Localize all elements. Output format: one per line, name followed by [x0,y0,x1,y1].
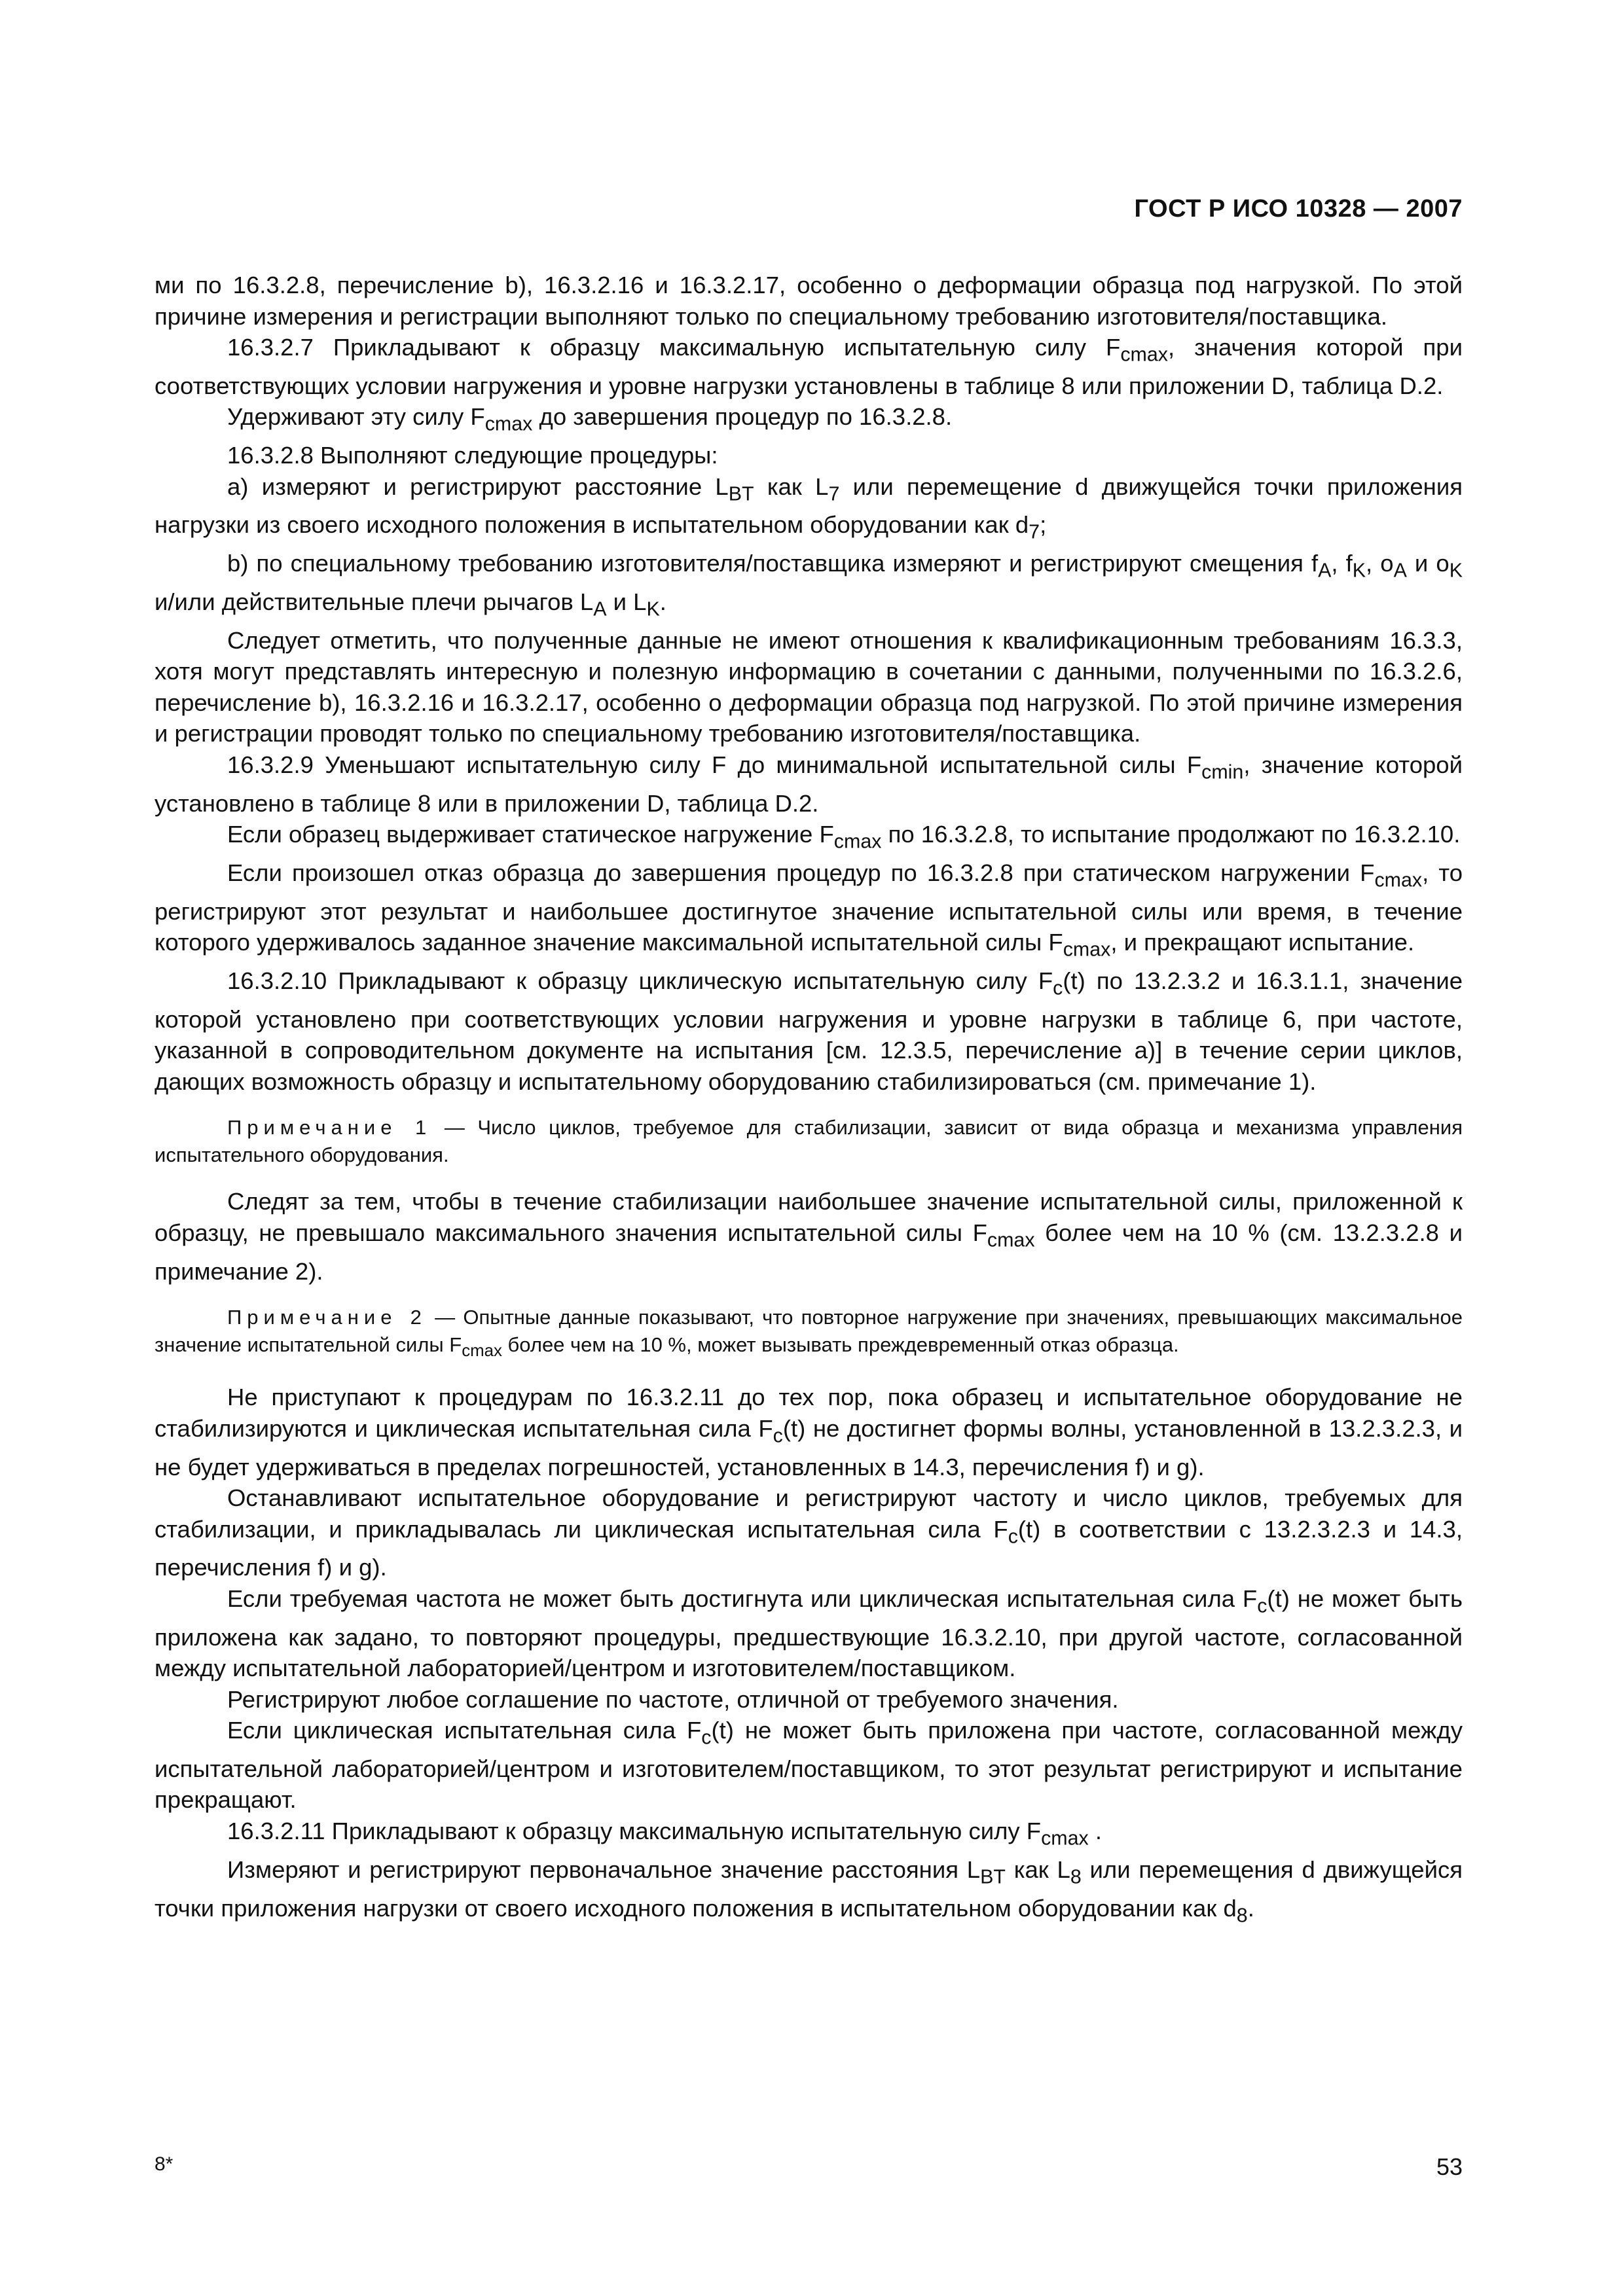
paragraph: Следят за тем, чтобы в течение стабилизации наибольшее значение испытательной силы, приложенной к образцу, не превышало максимального значения испытательной силы $F_{cmax}$ более чем на 10 % (см. 13.2.3.2.8 и примечание 2). [155,1188,1463,1285]
paragraph: Если требуемая частота не может быть достигнута или циклическая испытательная сила $F_c(t)$ не может быть приложена как задано, то повторяют процедуры, предшествующие 16.3.2.10, при другой частоте, согласованной между испытательной лабораторией/центром и изготовителем/поставщиком. [155,1585,1463,1682]
paragraph: Если произошел отказ образца до завершения процедур по 16.3.2.8 при статическом нагружении $F_{cmax}$, то регистрируют этот результат и наибольшее достигнутое значение испытательной силы или время, в течение которого удерживалось заданное значение максимальной испытательной силы $F_{cmax}$, и прекращают испытание. [155,859,1463,961]
list-item: a) измеряют и регистрируют расстояние $L_{BT}$ как $L_7$ или перемещение d движущейся точки приложения нагрузки из своего исходного положения в испытательном оборудовании как $d_7$; [155,473,1463,543]
paragraph: 16.3.2.9 Уменьшают испытательную силу F до минимальной испытательной силы $F_{cmin}$, значение которой установлено в таблице 8 или в приложении D, таблица D.2. [155,751,1463,817]
note-text: — Опытные данные показывают, что повторное нагружение при значениях, превышающих максимальное значение испытательной силы $F_{cmax}$ более чем на 10 %, может вызывать преждевременный отказ образца. [155,1306,1463,1361]
note-1 [155,1114,1463,1169]
paragraph: Регистрируют любое соглашение по частоте, отличной от требуемого значения. [227,1685,1119,1713]
paragraph: 16.3.2.10 Прикладывают к образцу циклическую испытательную силу $F_c(t)$ по 13.2.3.2 и 16.3.1.1, значение которой установлено при соответствующих условии нагружения и уровне нагрузки в таблице 6, при частоте, указанной в сопроводительном документе на испытания [см. 12.3.5, перечисление a)] в течение серии циклов, дающих возможность образцу и испытательному оборудованию стабилизироваться (см. примечание 1). [155,967,1463,1095]
paragraph: Если образец выдерживает статическое нагружение $F_{cmax}$ по 16.3.2.8, то испытание продолжают по 16.3.2.10. [227,821,1461,853]
list-item: b) по специальному требованию изготовителя/поставщика измеряют и регистрируют смещения $f_A$, $f_K$, $o_A$ и $o_K$ и/или действительные плечи рычагов $L_A$ и $L_K$. [155,550,1463,620]
document-body [155,270,1463,1931]
paragraph: 16.3.2.11 Прикладывают к образцу максимальную испытательную силу $F_{cmax}$ . [227,1817,1103,1850]
document-header: ГОСТ Р ИСО 10328 — 2007 [1134,195,1463,223]
paragraph: Удерживают эту силу $F_{cmax}$ до завершения процедур по 16.3.2.8. [227,403,953,435]
note-label: Примечание 2 [227,1306,427,1329]
paragraph: Следует отметить, что полученные данные не имеют отношения к квалификационным требованиям 16.3.3, хотя могут представлять интересную и полезную информацию в сочетании с данными, полученными по 16.3.2.6, перечисление b), 16.3.2.16 и 16.3.2.17, особенно о деформации образца под нагрузкой. По этой причине измерения и регистрации проводят только по специальному требованию изготовителя/поставщика. [155,626,1463,747]
sheet-mark: 8* [155,2153,173,2175]
paragraph: Не приступают к процедурам по 16.3.2.11 до тех пор, пока образец и испытательное оборудование не стабилизируются и циклическая испытательная сила $F_c(t)$ не достигнет формы волны, установленной в 13.2.3.2.3, и не будет удерживаться в пределах погрешностей, установленных в 14.3, перечисления f) и g). [155,1384,1463,1480]
paragraph: Останавливают испытательное оборудование и регистрируют частоту и число циклов, требуемых для стабилизации, и прикладывалась ли циклическая испытательная сила $F_c(t)$ в соответствии с 13.2.3.2.3 и 14.3, перечисления f) и g). [155,1484,1463,1581]
note-text: — Число циклов, требуемое для стабилизации, зависит от вида образца и механизма управления испытательного оборудования. [155,1116,1463,1167]
page-number: 53 [1436,2153,1463,2180]
paragraph: Если циклическая испытательная сила $F_c(t)$ не может быть приложена при частоте, согласованной между испытательной лабораторией/центром и изготовителем/поставщиком, то этот результат регистрируют и испытание прекращают. [155,1717,1463,1814]
paragraph: 16.3.2.8 Выполняют следующие процедуры: [227,442,718,469]
paragraph: Измеряют и регистрируют первоначальное значение расстояния $L_{BT}$ как $L_8$ или перемещения d движущейся точки приложения нагрузки от своего исходного положения в испытательном оборудовании как $d_8$. [155,1856,1463,1926]
note-label: Примечание 1 [227,1116,432,1139]
paragraph: ми по 16.3.2.8, перечисление b), 16.3.2.16 и 16.3.2.17, особенно о деформации образца под нагрузкой. По этой причине измерения и регистрации выполняют только по специальному требованию изготовителя/поставщика. [155,272,1463,330]
note-2 [155,1304,1463,1365]
paragraph: 16.3.2.7 Прикладывают к образцу максимальную испытательную силу $F_{cmax}$, значения которой при соответствующих условии нагружения и уровне нагрузки установлены в таблице 8 или приложении D, таблица D.2. [155,334,1463,399]
